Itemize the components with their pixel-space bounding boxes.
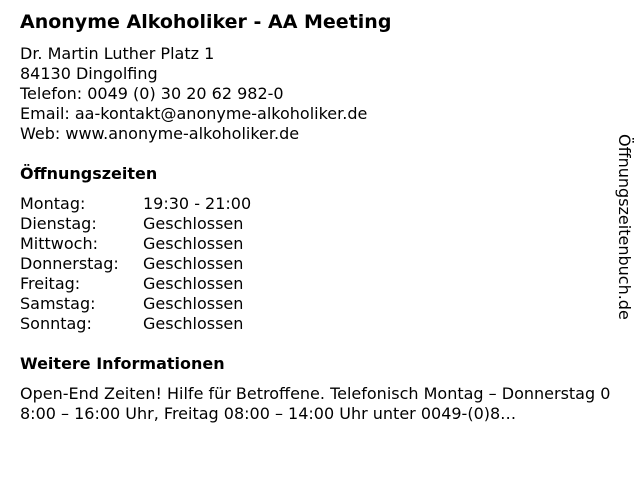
hours-day: Samstag:	[20, 294, 96, 313]
hours-day: Dienstag:	[20, 214, 97, 233]
hours-time: Geschlossen	[143, 274, 244, 293]
info-heading: Weitere Informationen	[20, 354, 225, 373]
address-city: 84130 Dingolfing	[20, 64, 158, 83]
page-title: Anonyme Alkoholiker - AA Meeting	[20, 11, 392, 33]
hours-day: Freitag:	[20, 274, 81, 293]
watermark-text: Öffnungszeitenbuch.de	[615, 134, 634, 320]
email-line: Email: aa-kontakt@anonyme-alkoholiker.de	[20, 104, 368, 123]
web-line: Web: www.anonyme-alkoholiker.de	[20, 124, 300, 143]
hours-row	[20, 314, 251, 334]
info-text: Open-End Zeiten! Hilfe für Betroffene. Telefonisch Montag – Donnerstag 08:00 – 16:00 Uhr, Freitag 08:00 – 14:00 Uhr unter 0049-(0)8…	[20, 384, 611, 423]
hours-heading: Öffnungszeiten	[20, 164, 158, 183]
hours-day: Mittwoch:	[20, 234, 98, 253]
hours-time: Geschlossen	[143, 254, 244, 273]
hours-row	[20, 254, 251, 274]
hours-time: Geschlossen	[143, 234, 244, 253]
hours-row	[20, 274, 251, 294]
hours-row	[20, 294, 251, 314]
hours-day: Montag:	[20, 194, 86, 213]
contact-block	[20, 44, 367, 144]
hours-time: 19:30 - 21:00	[143, 194, 252, 213]
hours-day: Donnerstag:	[20, 254, 119, 273]
hours-table	[20, 194, 251, 334]
phone-line: Telefon: 0049 (0) 30 20 62 982-0	[20, 84, 284, 103]
hours-day: Sonntag:	[20, 314, 92, 333]
hours-time: Geschlossen	[143, 214, 244, 233]
hours-row	[20, 234, 251, 254]
hours-row	[20, 214, 251, 234]
address-street: Dr. Martin Luther Platz 1	[20, 44, 215, 63]
hours-time: Geschlossen	[143, 294, 244, 313]
hours-row	[20, 194, 251, 214]
hours-time: Geschlossen	[143, 314, 244, 333]
